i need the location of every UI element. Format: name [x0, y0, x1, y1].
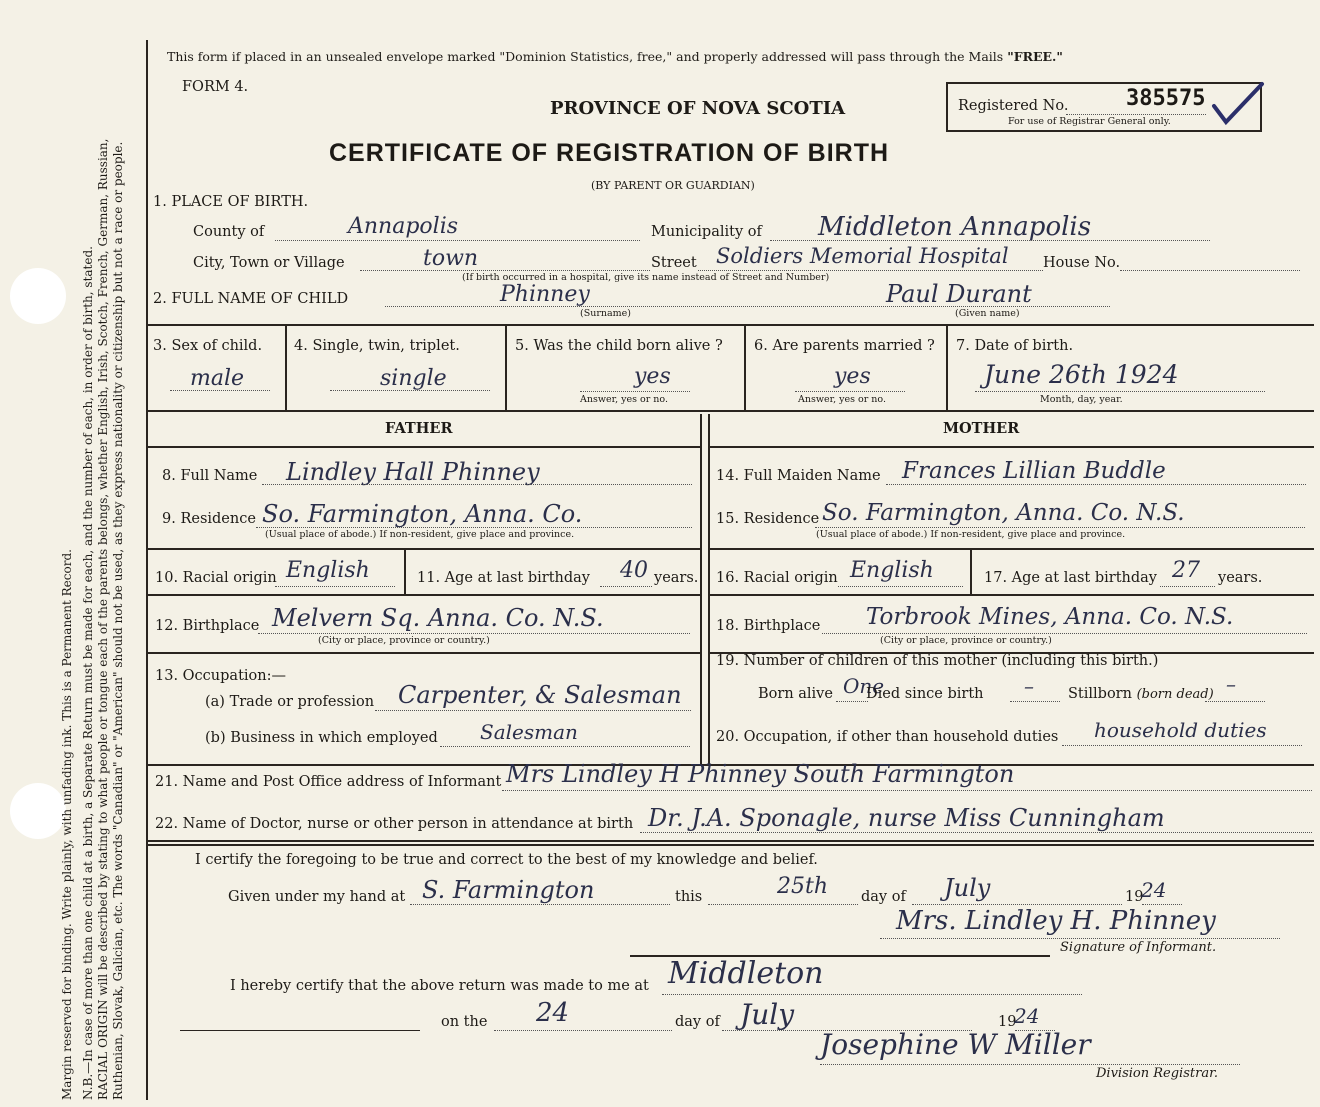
sex-value: male: [190, 366, 245, 391]
stillborn-note: (born dead): [1136, 687, 1214, 702]
dob-value: June 26th 1924: [984, 360, 1179, 389]
born-alive-value: One: [843, 674, 885, 698]
margin-line-3: RACIAL ORIGIN will be described by stating to what people or tongue each of the parents belongs, whether English, Irish, Scotch, French, German, Russian,: [96, 138, 110, 1100]
doctor-value: Dr. J.A. Sponagle, nurse Miss Cunningham: [648, 804, 1165, 832]
province-heading: PROVINCE OF NOVA SCOTIA: [550, 98, 846, 119]
occupation-label: 13. Occupation:—: [155, 668, 286, 684]
form-number: FORM 4.: [182, 79, 249, 95]
informant-label: 21. Name and Post Office address of Informant: [155, 774, 502, 790]
checkmark-icon: [1210, 78, 1266, 126]
father-age-label: 11. Age at last birthday: [417, 570, 590, 586]
father-name-value: Lindley Hall Phinney: [286, 458, 540, 486]
born-alive-label: Born alive: [758, 686, 833, 702]
father-name-label: 8. Full Name: [162, 468, 258, 484]
registrar-day-of-label: day of: [675, 1014, 720, 1030]
sex-label: 3. Sex of child.: [153, 338, 263, 354]
given-day-of-label: day of: [861, 889, 906, 905]
registered-label: Registered No.: [958, 98, 1069, 114]
registrar-signature: Josephine W Miller: [820, 1028, 1091, 1061]
father-race-value: English: [286, 558, 370, 583]
mother-residence-label: 15. Residence: [716, 511, 820, 527]
county-value: Annapolis: [348, 214, 459, 239]
mother-age-unit: years.: [1218, 570, 1263, 586]
trade-label: (a) Trade or profession: [205, 694, 375, 710]
plurality-value: single: [380, 366, 447, 391]
surname-caption: (Surname): [580, 308, 631, 319]
mail-notice-free: "FREE.": [1007, 49, 1063, 64]
dob-label: 7. Date of birth.: [956, 338, 1074, 354]
place-of-birth-heading: 1. PLACE OF BIRTH.: [153, 194, 309, 210]
died-value: –: [1024, 674, 1034, 698]
this-label: this: [675, 889, 703, 905]
father-birthplace-caption: (City or place, province or country.): [318, 635, 490, 646]
given-name-caption: (Given name): [955, 308, 1020, 319]
street-value: Soldiers Memorial Hospital: [716, 244, 1009, 268]
informant-signature: Mrs. Lindley H. Phinney: [896, 906, 1216, 936]
father-heading: FATHER: [385, 420, 453, 437]
mother-occupation-value: household duties: [1094, 718, 1267, 742]
mother-residence-caption: (Usual place of abode.) If non-resident, give place and province.: [816, 529, 1126, 540]
mother-birthplace-label: 18. Birthplace: [716, 618, 821, 634]
given-year-prefix: 19: [1125, 889, 1144, 905]
business-label: (b) Business in which employed: [205, 730, 438, 746]
father-age-unit: years.: [654, 570, 699, 586]
registrar-note: For use of Registrar General only.: [1008, 116, 1171, 127]
margin-line-4: Ruthenian, Slovak, Galician, etc. The words "Canadian" or "American" should not be used, as they express nationality or citizenship but not a race or people.: [111, 141, 125, 1100]
given-month-value: July: [944, 874, 991, 902]
registrar-statement: I hereby certify that the above return was made to me at: [230, 978, 649, 994]
married-caption: Answer, yes or no.: [798, 394, 887, 405]
mother-birthplace-caption: (City or place, province or country.): [880, 635, 1052, 646]
married-label: 6. Are parents married ?: [754, 338, 935, 354]
children-count-label: 19. Number of children of this mother (including this birth.): [716, 653, 1159, 669]
alive-label: 5. Was the child born alive ?: [515, 338, 723, 354]
mother-residence-value: So. Farmington, Anna. Co. N.S.: [822, 500, 1185, 526]
stillborn-value: –: [1226, 672, 1236, 696]
alive-value: yes: [634, 364, 671, 389]
mother-birthplace-value: Torbrook Mines, Anna. Co. N.S.: [866, 604, 1234, 630]
margin-line-1: Margin reserved for binding. Write plainly, with unfading ink. This is a Permanent Record.: [60, 549, 74, 1100]
mother-name-value: Frances Lillian Buddle: [902, 458, 1166, 484]
certificate-title: CERTIFICATE OF REGISTRATION OF BIRTH: [329, 139, 890, 167]
margin-line-2: N.B.—In case of more than one child at a birth, a Separate Return must be made for each, and the number of each, in order of birth, stated.: [81, 246, 95, 1100]
father-birthplace-value: Melvern Sq. Anna. Co. N.S.: [272, 604, 604, 632]
municipality-label: Municipality of: [651, 224, 762, 240]
margin-notes: [60, 0, 126, 1100]
father-age-value: 40: [620, 558, 648, 583]
registered-number: 385575: [1126, 86, 1206, 111]
doctor-label: 22. Name of Doctor, nurse or other person in attendance at birth: [155, 816, 634, 832]
trade-value: Carpenter, & Salesman: [398, 681, 682, 709]
father-race-label: 10. Racial origin: [155, 570, 277, 586]
street-label: Street: [651, 255, 697, 271]
city-label: City, Town or Village: [193, 255, 345, 271]
died-label: Died since birth: [866, 686, 984, 702]
registrar-day-value: 24: [536, 998, 570, 1028]
registrar-signature-caption: Division Registrar.: [1096, 1066, 1218, 1081]
hospital-note: (If birth occurred in a hospital, give its name instead of Street and Number): [462, 272, 830, 283]
plurality-label: 4. Single, twin, triplet.: [294, 338, 460, 354]
business-value: Salesman: [480, 720, 578, 744]
dob-caption: Month, day, year.: [1040, 394, 1123, 405]
alive-caption: Answer, yes or no.: [580, 394, 669, 405]
binding-hole-top: [10, 268, 66, 324]
mother-age-value: 27: [1172, 558, 1200, 583]
registrar-month-value: July: [740, 998, 795, 1031]
child-given-name: Paul Durant: [886, 280, 1032, 308]
given-under-label: Given under my hand at: [228, 889, 406, 905]
stillborn-label: Stillborn (born dead): [1068, 686, 1214, 702]
registered-number-box: [946, 82, 1262, 132]
registrar-place-value: Middleton: [668, 956, 824, 991]
married-value: yes: [834, 364, 871, 389]
mother-name-label: 14. Full Maiden Name: [716, 468, 881, 484]
city-value: town: [423, 246, 479, 271]
registrar-year-value: 24: [1014, 1004, 1040, 1028]
child-name-label: 2. FULL NAME OF CHILD: [153, 291, 349, 307]
registrar-on-label: on the: [441, 1014, 488, 1030]
county-label: County of: [193, 224, 265, 240]
registrar-year-prefix: 19: [998, 1014, 1017, 1030]
house-label: House No.: [1043, 255, 1121, 271]
left-margin-rule: [146, 40, 148, 1100]
father-residence-label: 9. Residence: [162, 511, 256, 527]
father-residence-caption: (Usual place of abode.) If non-resident, give place and province.: [265, 529, 575, 540]
father-birthplace-label: 12. Birthplace: [155, 618, 260, 634]
mail-notice: This form if placed in an unsealed envelope marked "Dominion Statistics, free," and properly addressed will pass through the Mails "FREE.": [167, 49, 1063, 64]
municipality-value: Middleton Annapolis: [818, 212, 1092, 242]
mother-occupation-label: 20. Occupation, if other than household duties: [716, 729, 1059, 745]
mother-race-label: 16. Racial origin: [716, 570, 838, 586]
father-residence-value: So. Farmington, Anna. Co.: [262, 500, 583, 528]
given-day-value: 25th: [777, 874, 829, 899]
mother-age-label: 17. Age at last birthday: [984, 570, 1157, 586]
mother-heading: MOTHER: [943, 420, 1020, 437]
certificate-subtitle: (BY PARENT OR GUARDIAN): [591, 179, 755, 192]
given-place-value: S. Farmington: [422, 876, 595, 904]
informant-value: Mrs Lindley H Phinney South Farmington: [506, 760, 1015, 788]
mother-race-value: English: [850, 558, 934, 583]
informant-signature-caption: Signature of Informant.: [1060, 940, 1217, 955]
child-surname: Phinney: [500, 282, 590, 307]
certify-statement: I certify the foregoing to be true and correct to the best of my knowledge and belief.: [195, 852, 818, 868]
given-year-value: 24: [1141, 878, 1167, 902]
binding-hole-bottom: [10, 783, 66, 839]
